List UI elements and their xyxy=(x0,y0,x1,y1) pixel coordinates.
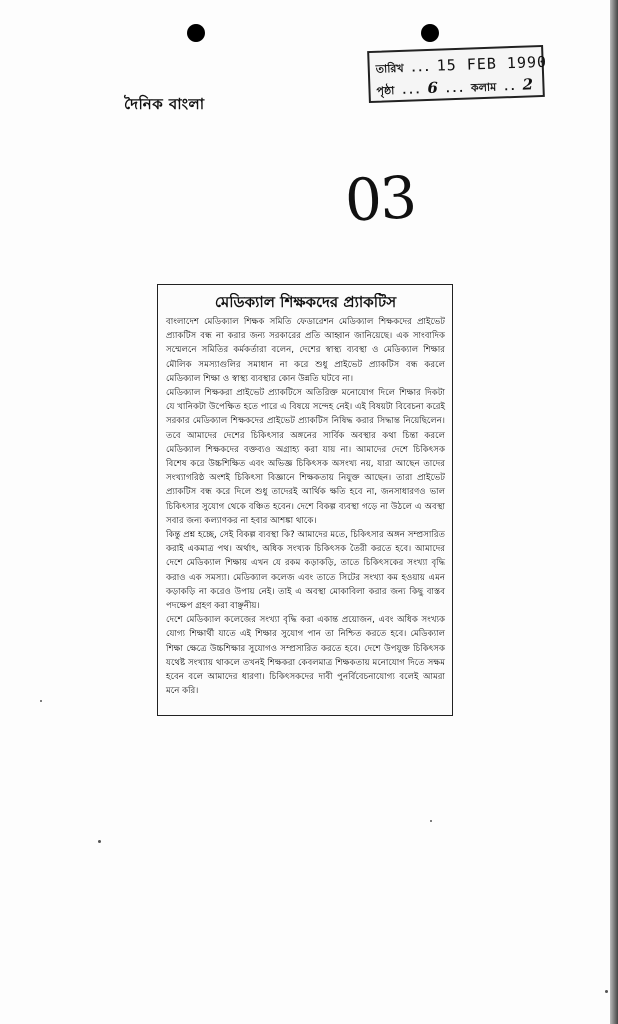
punch-hole-left xyxy=(187,24,205,42)
article-body xyxy=(166,315,445,698)
article-paragraph: দেশে মেডিক্যাল কলেজের সংখ্যা বৃদ্ধি করা একান্ত প্রয়োজন, এবং অধিক সংখ্যক যোগ্য শিক্ষার্থী যাতে এই শিক্ষার সুযোগ পান তা নিশ্চিত করতে হবে। মেডিক্যাল শিক্ষা ক্ষেত্রে উচ্চশিক্ষার সুযোগও সম্প্রসারিত করতে হবে। দেশে উপযুক্ত চিকিৎসক যথেষ্ট সংখ্যায় থাকলে তখনই শিক্ষকরা কেবলমাত্র শিক্ষকতায় মনোযোগ দিতে সক্ষম হবেন বলে আমাদের ধারণা। চিকিৎসকদের দাবী পুনর্বিবেচনাযোগ্য বলেই আমরা মনে করি। xyxy=(166,615,445,697)
stamp-date-label: তারিখ xyxy=(375,61,404,76)
stamp-date-row: তারিখ ... 15 FEB 1990 xyxy=(375,52,548,76)
article-paragraph: মেডিক্যাল শিক্ষকরা প্রাইভেট প্র্যাকটিসে অতিরিক্ত মনোযোগ দিলে শিক্ষার দিকটা যে খানিকটা উপেক্ষিত হতে পারে এ বিষয়ে সন্দেহ নেই। এই বিষয়টা বিবেচনা করেই সরকার মেডিক্যাল শিক্ষকদের প্রাইভেট প্র্যাকটিস নিষিদ্ধ করার সিদ্ধান্ত নিয়েছিলেন। তবে আমাদের দেশের চিকিৎসার অঙ্গনের সার্বিক অবস্থার কথা চিন্তা করলে মেডিক্যাল শিক্ষকদের বক্তব্যও অগ্রাহ্য করা যায় না। আমাদের দেশে চিকিৎসক বিশেষ করে উচ্চশিক্ষিত এবং অভিজ্ঞ চিকিৎসক অসংখ্য নয়, যারা আছেন তাদের সংখ্যাগরিষ্ঠ অংশই চিকিৎসা বিজ্ঞানে শিক্ষকতায় নিযুক্ত আছেন। তারা প্রাইভেট প্র্যাকটিস বন্ধ করে দিলে শুধু তাদেরই আর্থিক ক্ষতি হবে না, জনসাধারণও ভাল চিকিৎসার সুযোগ থেকে বঞ্চিত হবেন। দেশে বিকল্প ব্যবস্থা গড়ে না উঠলে এ অবস্থা সবার জন্য কল্যাণকর না হবার আশঙ্কা থাকে। xyxy=(166,388,445,526)
stamp-page-label: পৃষ্ঠা xyxy=(376,84,395,98)
stamp-page-value: 6 xyxy=(427,78,439,98)
newspaper-clipping xyxy=(157,284,453,716)
punch-hole-right xyxy=(421,24,439,42)
scan-speck xyxy=(605,990,608,993)
article-headline: মেডিক্যাল শিক্ষকদের প্র্যাকটিস xyxy=(214,293,397,311)
page-edge-shadow xyxy=(610,0,618,1024)
stamp-column-value: 2 xyxy=(522,75,534,94)
stamp-column-label: কলাম xyxy=(470,80,497,95)
stamp-date-value: 15 FEB 1990 xyxy=(436,52,548,75)
newspaper-name: দৈনিক বাংলা xyxy=(124,95,205,113)
scan-speck xyxy=(40,700,42,702)
handwritten-number: 03 xyxy=(343,163,417,235)
article-paragraph: কিন্তু প্রশ্ন হচ্ছে, সেই বিকল্প ব্যবস্থা কি? আমাদের মতে, চিকিৎসার অঙ্গন সম্প্রসারিত করাই একমাত্র পথ। অর্থাৎ, অধিক সংখ্যক চিকিৎসক তৈরী করতে হবে। আমাদের দেশে মেডিক্যাল শিক্ষায় এখন যে রকম কড়াকড়ি, তাতে চিকিৎসকের সংখ্যা বৃদ্ধি করাও এক সমস্যা। মেডিক্যাল কলেজ এবং তাতে সিটের সংখ্যা কম হওয়ায় এমন কড়াকড়ি না করেও উপায় নেই। তাই এ অবস্থা মোকাবিলা করার জন্য কিছু বাস্তব পদক্ষেপ গ্রহণ করা বাঞ্ছনীয়। xyxy=(166,530,445,612)
stamp-page-row: পৃষ্ঠা ... 6 ... কলাম .. 2 xyxy=(376,75,534,98)
scan-speck xyxy=(98,840,101,843)
scan-speck xyxy=(430,820,432,822)
date-stamp xyxy=(367,45,548,103)
article-paragraph: বাংলাদেশ মেডিক্যাল শিক্ষক সমিতি ফেডারেশন মেডিক্যাল শিক্ষকদের প্রাইভেট প্র্যাকটিস বন্ধ না করার জন্য সরকারের প্রতি আহ্বান জানিয়েছে। এক সাংবাদিক সম্মেলনে সমিতির কর্মকর্তারা বলেন, দেশের স্বাস্থ্য ব্যবস্থা ও মেডিক্যাল শিক্ষার মৌলিক সমস্যাগুলির সমাধান না করে শুধু প্রাইভেট প্র্যাকটিস বন্ধ করলে মেডিক্যাল শিক্ষা ও স্বাস্থ্য ব্যবস্থার কোন উন্নতি ঘটবে না। xyxy=(166,317,445,384)
